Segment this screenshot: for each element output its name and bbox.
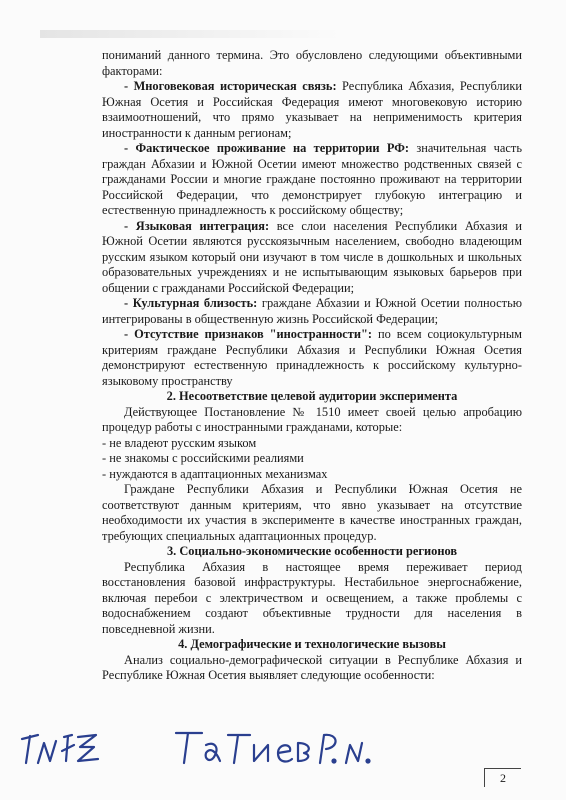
factor-text: значительная часть граждан Абхазии и Южной Осетии имеют множество родственных связей с гражданами России и многие граждане постоянно проживают на территории Российской Федерации, что демонстрирует глубокую интеграцию и естественную принадлежность к российскому обществу; bbox=[102, 141, 522, 217]
page-number: 2 bbox=[484, 768, 521, 787]
factor-text: Республика Абхазия, Республики Южная Осетия и Российская Федерация имеют многовековую историю взаимоотношений, что прямо указывает на неприменимость критерия иностранности к данным регионам; bbox=[102, 79, 522, 140]
section-heading: 4. Демографические и технологические вызовы bbox=[178, 637, 446, 651]
factor-label: - Отсутствие признаков "иностранности": bbox=[124, 327, 373, 341]
scan-artifact bbox=[40, 30, 340, 38]
factor-label: - Фактическое проживание на территории РФ: bbox=[124, 141, 409, 155]
factor-item bbox=[102, 141, 522, 219]
factor-item bbox=[102, 219, 522, 297]
factor-text: все слои населения Республики Абхазия и Южной Осетии являются русскоязычным населением, свободно владеющим русским языком который они изучают в том числе в дошкольных и школьных образовательных учреждениях и не испытывающим языковых барьеров при общении с гражданами Российской Федерации; bbox=[102, 218, 522, 295]
section-paragraph: Анализ социально-демографической ситуации в Республике Абхазия и Республике Южная Осетия выявляет следующие особенности: bbox=[102, 652, 522, 682]
factor-text: граждане Абхазии и Южной Осетии полностью интегрированы в общественную жизнь Российской Федерации; bbox=[102, 296, 522, 326]
factor-item bbox=[102, 327, 522, 389]
handwritten-signature bbox=[16, 723, 376, 773]
factor-label: - Языковая интеграция: bbox=[124, 218, 270, 233]
factor-label: - Культурная близость: bbox=[124, 296, 258, 310]
list-item: - нуждаются в адаптационных механизмах bbox=[102, 466, 328, 481]
factor-label: - Многовековая историческая связь: bbox=[124, 79, 337, 93]
section-paragraph: Республика Абхазия в настоящее время переживает период восстановления базовой инфраструктуры. Нестабильное энергоснабжение, включая перебои с электричеством и освещением, а также проблемы с водоснабжением создают объективные трудности для населения в повседневной жизни. bbox=[102, 559, 522, 636]
section-heading: 2. Несоответствие целевой аудитории эксперимента bbox=[166, 389, 458, 403]
list-item: - не знакомы с российскими реалиями bbox=[102, 451, 304, 465]
document-body bbox=[102, 48, 522, 684]
list-item: - не владеют русским языком bbox=[102, 435, 257, 450]
factor-item bbox=[102, 79, 522, 141]
factor-text: по всем социокультурным критериям граждане Республики Абхазия и Республики Южная Осетия демонстрируют естественную принадлежность к российскому культурно-языковому пространству bbox=[102, 327, 522, 388]
section-heading: 3. Социально-экономические особенности регионов bbox=[166, 544, 458, 558]
section-paragraph: Действующее Постановление № 1510 имеет своей целью апробацию процедур работы с иностранными гражданами, которые: bbox=[102, 404, 522, 434]
factor-item bbox=[102, 296, 522, 327]
section-paragraph: Граждане Республики Абхазия и Республики Южная Осетия не соответствуют данным критериям, что явно указывает на отсутствие необходимости их участия в эксперименте в качестве иностранных граждан, требующих специальных адаптационных процедур. bbox=[102, 482, 522, 543]
intro-paragraph: пониманий данного термина. Это обусловлено следующими объективными факторами: bbox=[102, 48, 522, 78]
